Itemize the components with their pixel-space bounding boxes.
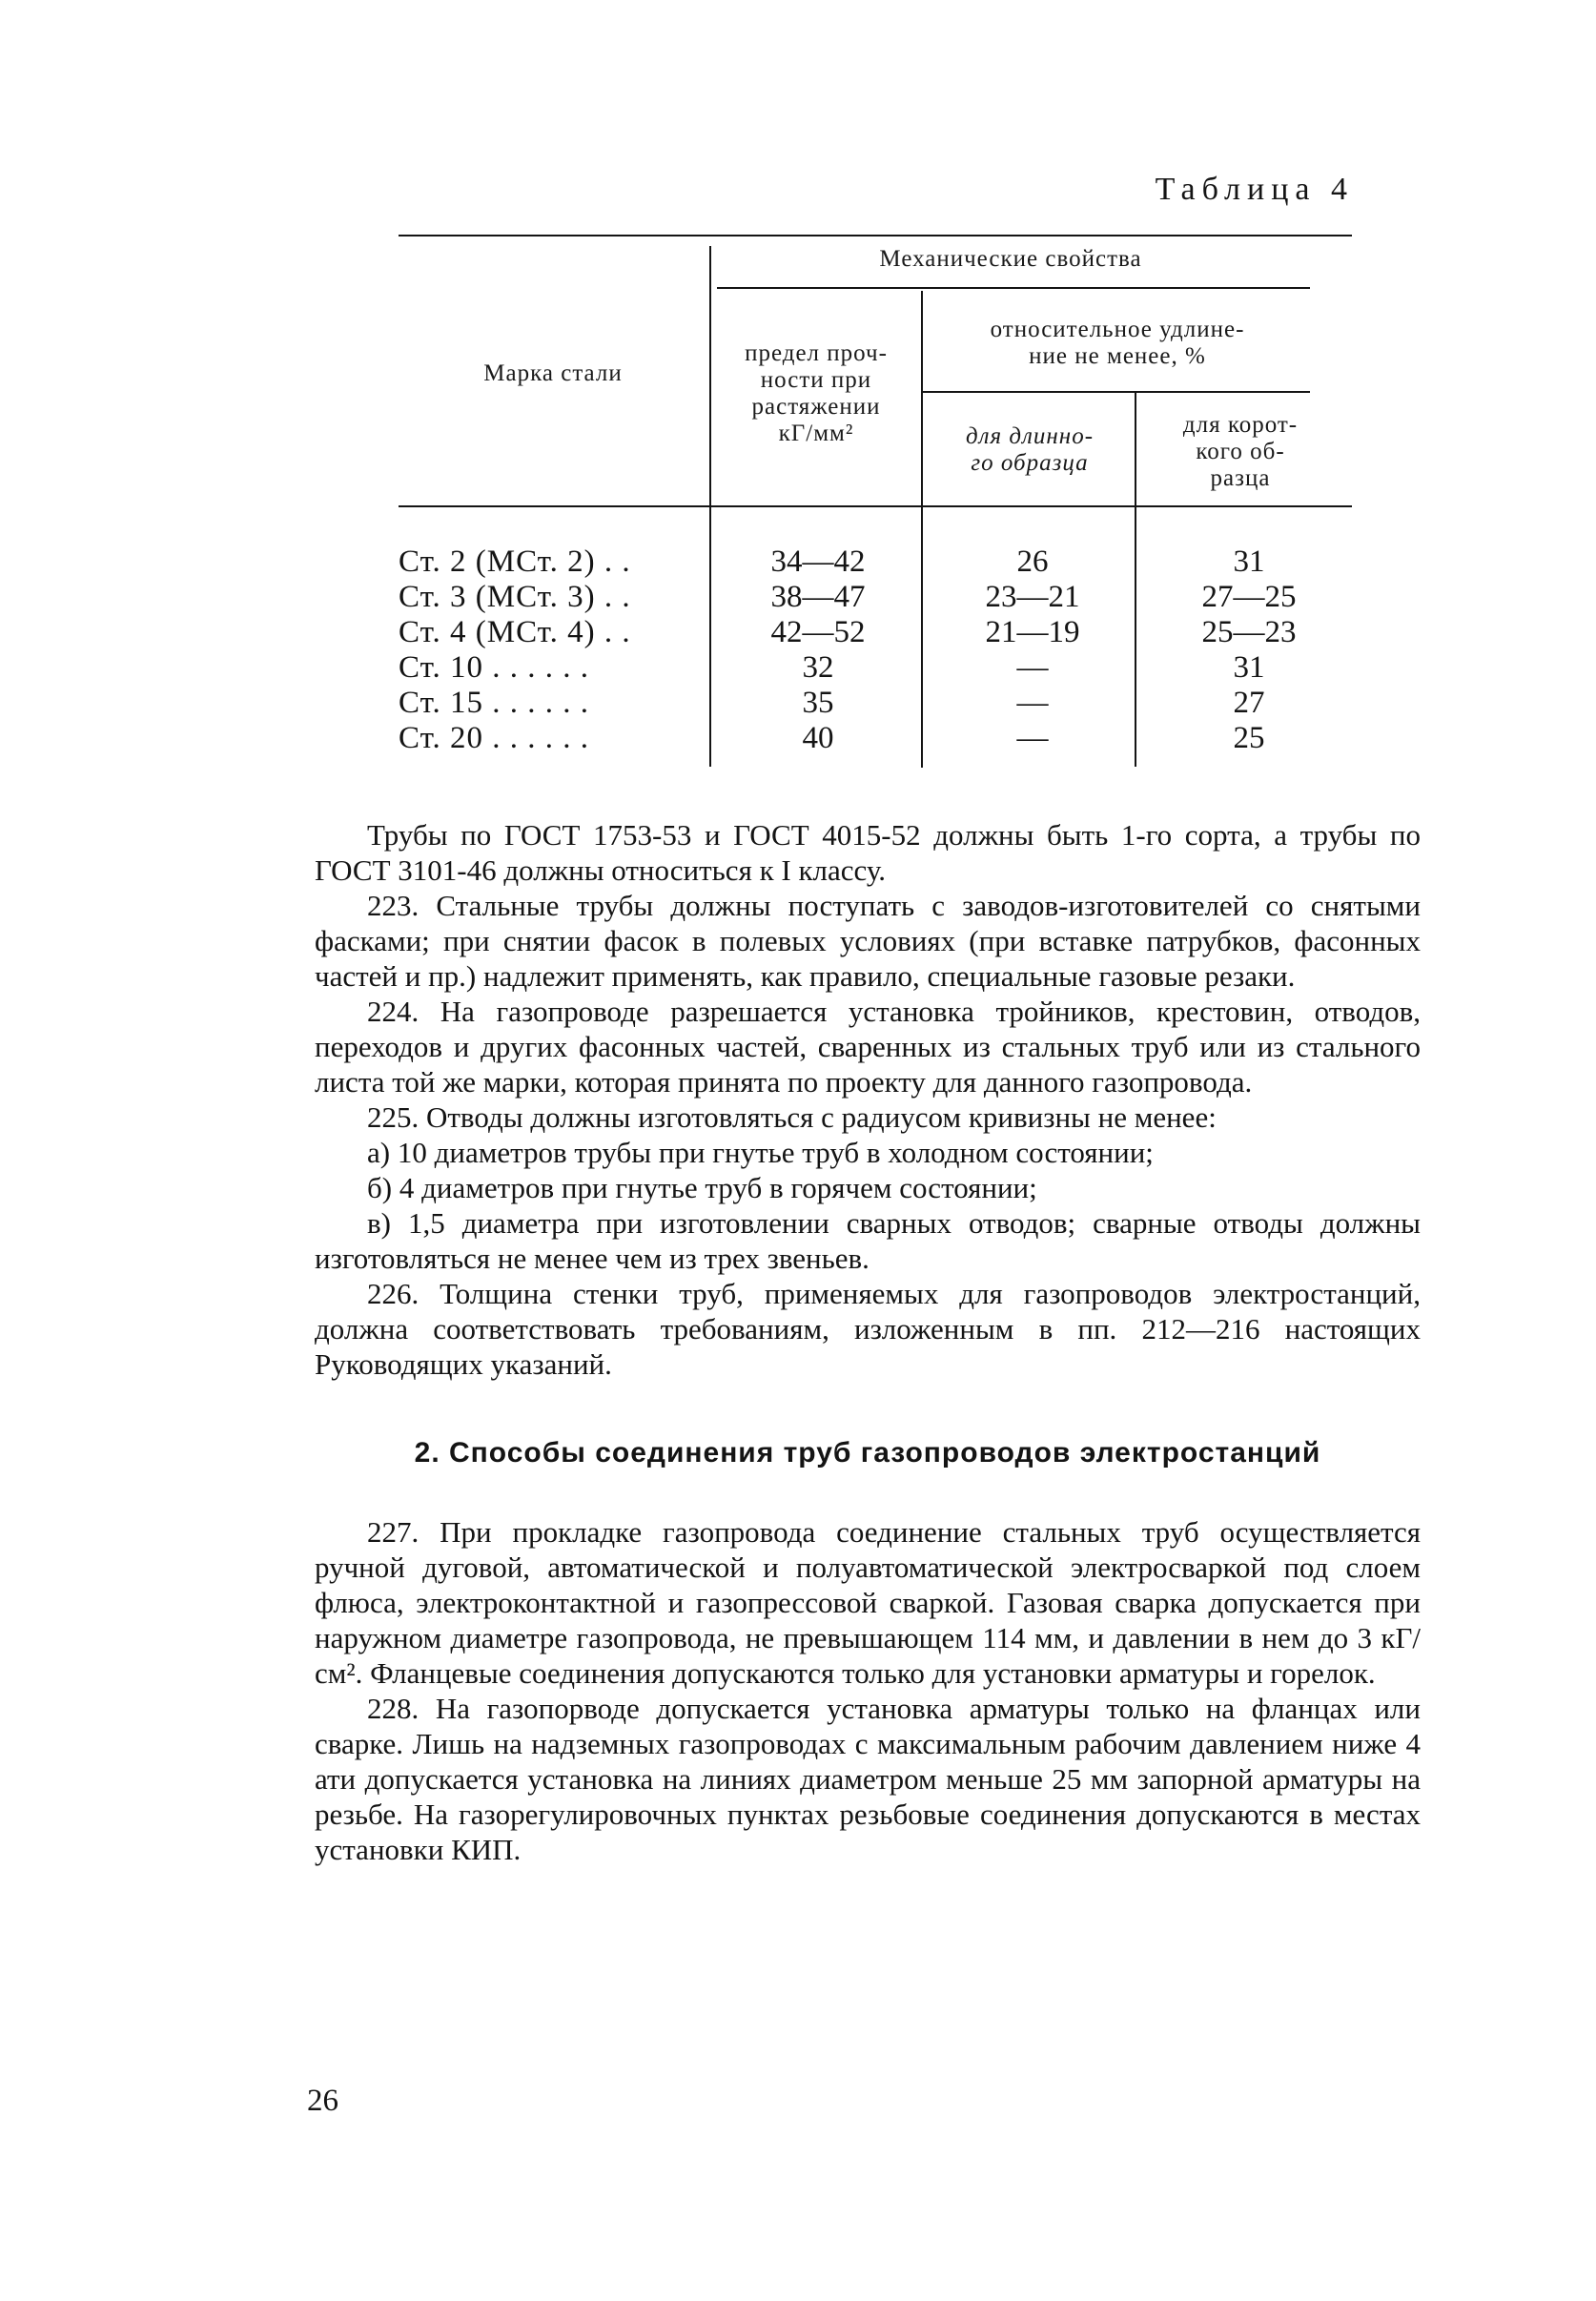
cell-grade: Ст. 10 . . . . . . xyxy=(399,650,590,685)
header-bottom-rule xyxy=(399,505,1352,507)
steel-properties-table xyxy=(0,0,1596,782)
cell-short-sample: 31 xyxy=(1233,544,1265,579)
cell-short-sample: 25 xyxy=(1233,721,1265,755)
list-item-225c: в) 1,5 диаметра при изготовлении сварных отводов; сварные отводы должны изготовляться не менее чем из трех звеньев. xyxy=(315,1206,1421,1275)
page-number: 26 xyxy=(307,2084,338,2118)
cell-grade: Ст. 3 (МСт. 3) . . xyxy=(399,580,631,614)
cell-strength: 38—47 xyxy=(770,580,866,614)
cell-strength: 34—42 xyxy=(770,544,866,579)
header-relative-elongation xyxy=(927,317,1308,370)
paragraph-224: 224. На газопроводе разрешается установка тройников, крестовин, отводов, переходов и других фасонных частей, сваренных из стальных труб или из стального листа той же марки, которая принята по проекту для данного газопровода. xyxy=(315,995,1421,1099)
list-item-225b: б) 4 диаметров при гнутье труб в горячем состоянии; xyxy=(367,1171,1037,1204)
paragraph-227: 227. При прокладке газопровода соединение стальных труб осуществляется ручной дуговой, автоматической и полуавтоматической электросваркой под слоем флюса, электроконтактной и газопрессовой сваркой. Газовая сварка допускается при наружном диаметре газопровода, не превышающем 114 мм, и давлении в нем до 3 кГ/см². Фланцевые соединения допускаются только для установки арматуры и горелок. xyxy=(315,1515,1421,1690)
cell-strength: 35 xyxy=(802,686,834,720)
cell-short-sample: 27—25 xyxy=(1201,580,1297,614)
header-long-line-2: го образца xyxy=(971,450,1089,476)
header-tensile-unit: кГ/мм² xyxy=(778,421,854,446)
header-short-line-2: кого об- xyxy=(1196,439,1285,464)
header-steel-grade: Марка стали xyxy=(483,360,623,386)
header-long-line-1: для длинно- xyxy=(965,423,1095,449)
cell-long-sample: — xyxy=(1016,650,1049,685)
header-short-line-1: для корот- xyxy=(1182,412,1299,438)
table-caption: Таблица 4 xyxy=(1155,172,1354,207)
col-divider-2 xyxy=(921,291,923,768)
header-tensile-line-2: ности при xyxy=(760,367,872,393)
paragraph-228: 228. На газопорводе допускается установка арматуры только на фланцах или сварке. Лишь на надземных газопроводах с максимальным рабочим давлением ниже 4 ати допускается установка на линиях диаметром меньше 25 мм запорной арматуры на резьбе. На газорегулировочных пунктах резьбовые соединения допускаются в местах установки КИП. xyxy=(315,1692,1421,1866)
cell-strength: 32 xyxy=(802,650,834,685)
paragraph-225: 225. Отводы должны изготовляться с радиусом кривизны не менее: xyxy=(367,1100,1217,1134)
cell-long-sample: — xyxy=(1016,721,1049,755)
col-divider-1 xyxy=(709,246,711,767)
paragraph-226: 226. Толщина стенки труб, применяемых для газопроводов электростанций, должна соответствовать требованиям, изложенным в пп. 212—216 настоящих Руководящих указаний. xyxy=(315,1277,1421,1381)
header-elong-line-1: относительное удлине- xyxy=(990,317,1245,342)
cell-grade: Ст. 2 (МСт. 2) . . xyxy=(399,544,631,579)
cell-grade: Ст. 20 . . . . . . xyxy=(399,721,590,755)
cell-long-sample: 21—19 xyxy=(985,615,1080,649)
section-title: 2. Способы соединения труб газопроводов электростанций xyxy=(414,1437,1321,1469)
cell-short-sample: 27 xyxy=(1233,686,1265,720)
table-top-rule xyxy=(399,235,1352,236)
header-elong-line-2: ние не менее, % xyxy=(1029,343,1206,369)
header-tensile-line-1: предел проч- xyxy=(745,340,888,366)
elong-header-rule xyxy=(923,391,1310,393)
cell-strength: 40 xyxy=(802,721,834,755)
cell-strength: 42—52 xyxy=(770,615,866,649)
cell-short-sample: 25—23 xyxy=(1201,615,1297,649)
header-tensile-line-3: растяжении xyxy=(751,394,881,420)
cell-long-sample: 26 xyxy=(1016,544,1049,579)
cell-long-sample: 23—21 xyxy=(985,580,1080,614)
header-short-sample xyxy=(1140,412,1340,492)
header-tensile-strength xyxy=(715,340,917,447)
paragraph-intro: Трубы по ГОСТ 1753-53 и ГОСТ 4015-52 должны быть 1-го сорта, а трубы по ГОСТ 3101-46 должны относиться к I классу. xyxy=(315,818,1421,887)
list-item-225a: а) 10 диаметров трубы при гнутье труб в холодном состоянии; xyxy=(367,1136,1154,1169)
header-long-sample xyxy=(925,423,1135,477)
header-short-line-3: разца xyxy=(1210,465,1271,491)
cell-grade: Ст. 15 . . . . . . xyxy=(399,686,590,720)
paragraph-223: 223. Стальные трубы должны поступать с заводов-изготовителей со снятыми фасками; при снятии фасок в полевых условиях (при вставке патрубков, фасонных частей и пр.) надлежит применять, как правило, специальные газовые резаки. xyxy=(315,889,1421,993)
mech-header-rule xyxy=(717,287,1310,289)
header-mechanical-properties: Механические свойства xyxy=(879,246,1142,272)
body-text xyxy=(315,817,1421,1867)
cell-short-sample: 31 xyxy=(1233,650,1265,685)
cell-grade: Ст. 4 (МСт. 4) . . xyxy=(399,615,631,649)
cell-long-sample: — xyxy=(1016,686,1049,720)
